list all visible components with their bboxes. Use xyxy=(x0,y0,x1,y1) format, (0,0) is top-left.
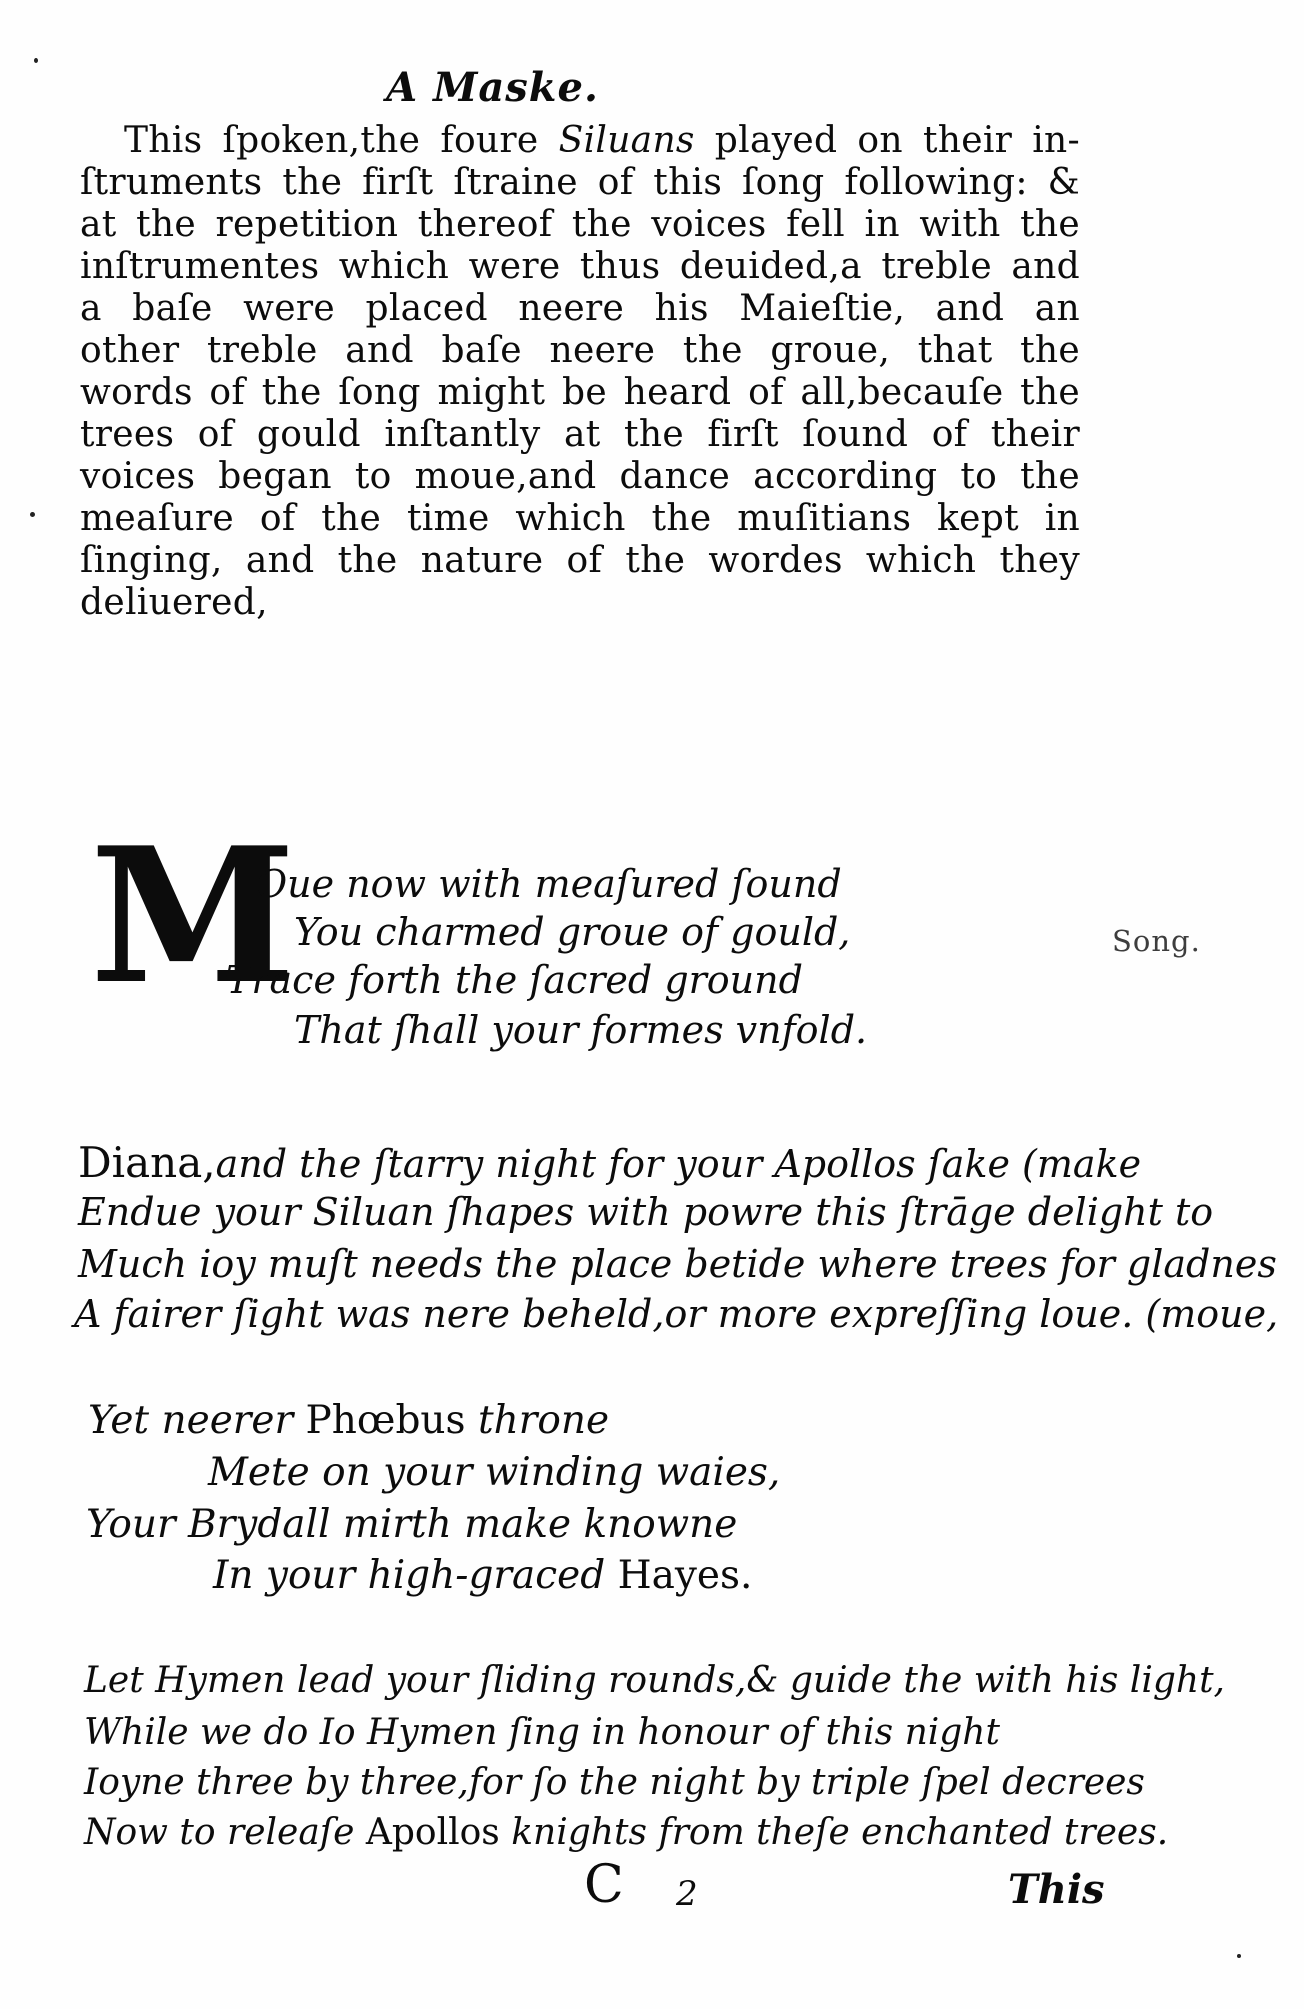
prose-line: other treble and baſe neere the groue, that the xyxy=(80,330,1080,371)
verse-text: In your high-graced xyxy=(213,1553,618,1598)
verse-text: and the ſtarry night for your Apollos ſake (make xyxy=(215,1142,1142,1186)
prose-line: a baſe were placed neere his Maieſtie, and an xyxy=(80,288,1080,329)
verse-text: throne xyxy=(477,1398,610,1443)
song-verse-line: That ſhall your formes vnfold. xyxy=(294,1008,868,1052)
prose-line: voices began to moue,and dance according to the xyxy=(80,456,1080,497)
prose-text: played on their in- xyxy=(694,120,1080,161)
signature-mark-number: 2 xyxy=(676,1874,698,1914)
stanza-line xyxy=(78,1138,1141,1187)
signature-mark-letter: C xyxy=(584,1855,624,1915)
verse-text: Yet neerer xyxy=(88,1398,306,1443)
prose-line: deliuered, xyxy=(80,582,268,623)
ink-speck xyxy=(30,512,35,517)
prose-text: This ſpoken,the foure xyxy=(124,120,559,161)
prose-line: ſinging, and the nature of the wordes which they xyxy=(80,540,1080,581)
prose-paragraph xyxy=(80,120,1080,624)
stanza-line: Let Hymen lead your ſliding rounds,& guide the with his light, xyxy=(84,1660,1225,1701)
prose-line: words of the ſong might be heard of all,becauſe the xyxy=(80,372,1080,413)
prose-line: inſtrumentes which were thus deuided,a treble and xyxy=(80,246,1080,287)
proper-name: Apollos xyxy=(365,1812,500,1853)
ink-speck xyxy=(34,58,38,63)
speaker-name: Diana, xyxy=(78,1138,216,1187)
catchword: This xyxy=(1008,1866,1105,1913)
prose-line: ſtruments the firſt ſtraine of this ſong following: & xyxy=(80,162,1080,203)
song-verse-line: You charmed groue of gould, xyxy=(294,910,851,954)
drop-cap-initial: M xyxy=(90,806,296,1025)
ink-speck xyxy=(1237,1954,1241,1958)
verse-text: Now to releaſe xyxy=(84,1812,366,1853)
song-verse-line: Trace forth the ſacred ground xyxy=(226,958,803,1002)
prose-italic-word: Siluans xyxy=(558,120,695,161)
proper-name: Hayes. xyxy=(617,1553,753,1598)
song-verse-line: Oue now with meaſured ſound xyxy=(256,862,842,906)
stanza-line: While we do Io Hymen ſing in honour of this night xyxy=(84,1712,1000,1753)
stanza-line: Endue your Siluan ſhapes with powre this ſtrāge delight to xyxy=(78,1190,1214,1234)
stanza-line xyxy=(213,1553,752,1598)
prose-line: at the repetition thereof the voices fell in with the xyxy=(80,204,1080,245)
stanza-line: Ioyne three by three,for ſo the night by triple ſpel decrees xyxy=(84,1762,1145,1803)
prose-line: trees of gould inſtantly at the firſt ſound of their xyxy=(80,414,1080,455)
running-title: A Maske. xyxy=(386,64,599,111)
stanza-line: Mete on your winding waies, xyxy=(208,1450,781,1495)
marginal-note-song: Song. xyxy=(1112,924,1201,958)
prose-line xyxy=(80,120,1080,162)
prose-line: meaſure of the time which the muſitians kept in xyxy=(80,498,1080,539)
verse-text: knights from theſe enchanted trees. xyxy=(499,1812,1169,1853)
stanza-line: Your Brydall mirth make knowne xyxy=(86,1502,738,1547)
stanza-line xyxy=(88,1398,609,1443)
proper-name: Phœbus xyxy=(305,1398,478,1443)
stanza-line: Much ioy muſt needs the place betide where trees for gladnes xyxy=(78,1242,1277,1286)
stanza-line xyxy=(84,1812,1168,1853)
stanza-line: A fairer ſight was nere beheld,or more expreſſing loue. (moue, xyxy=(74,1292,1279,1336)
